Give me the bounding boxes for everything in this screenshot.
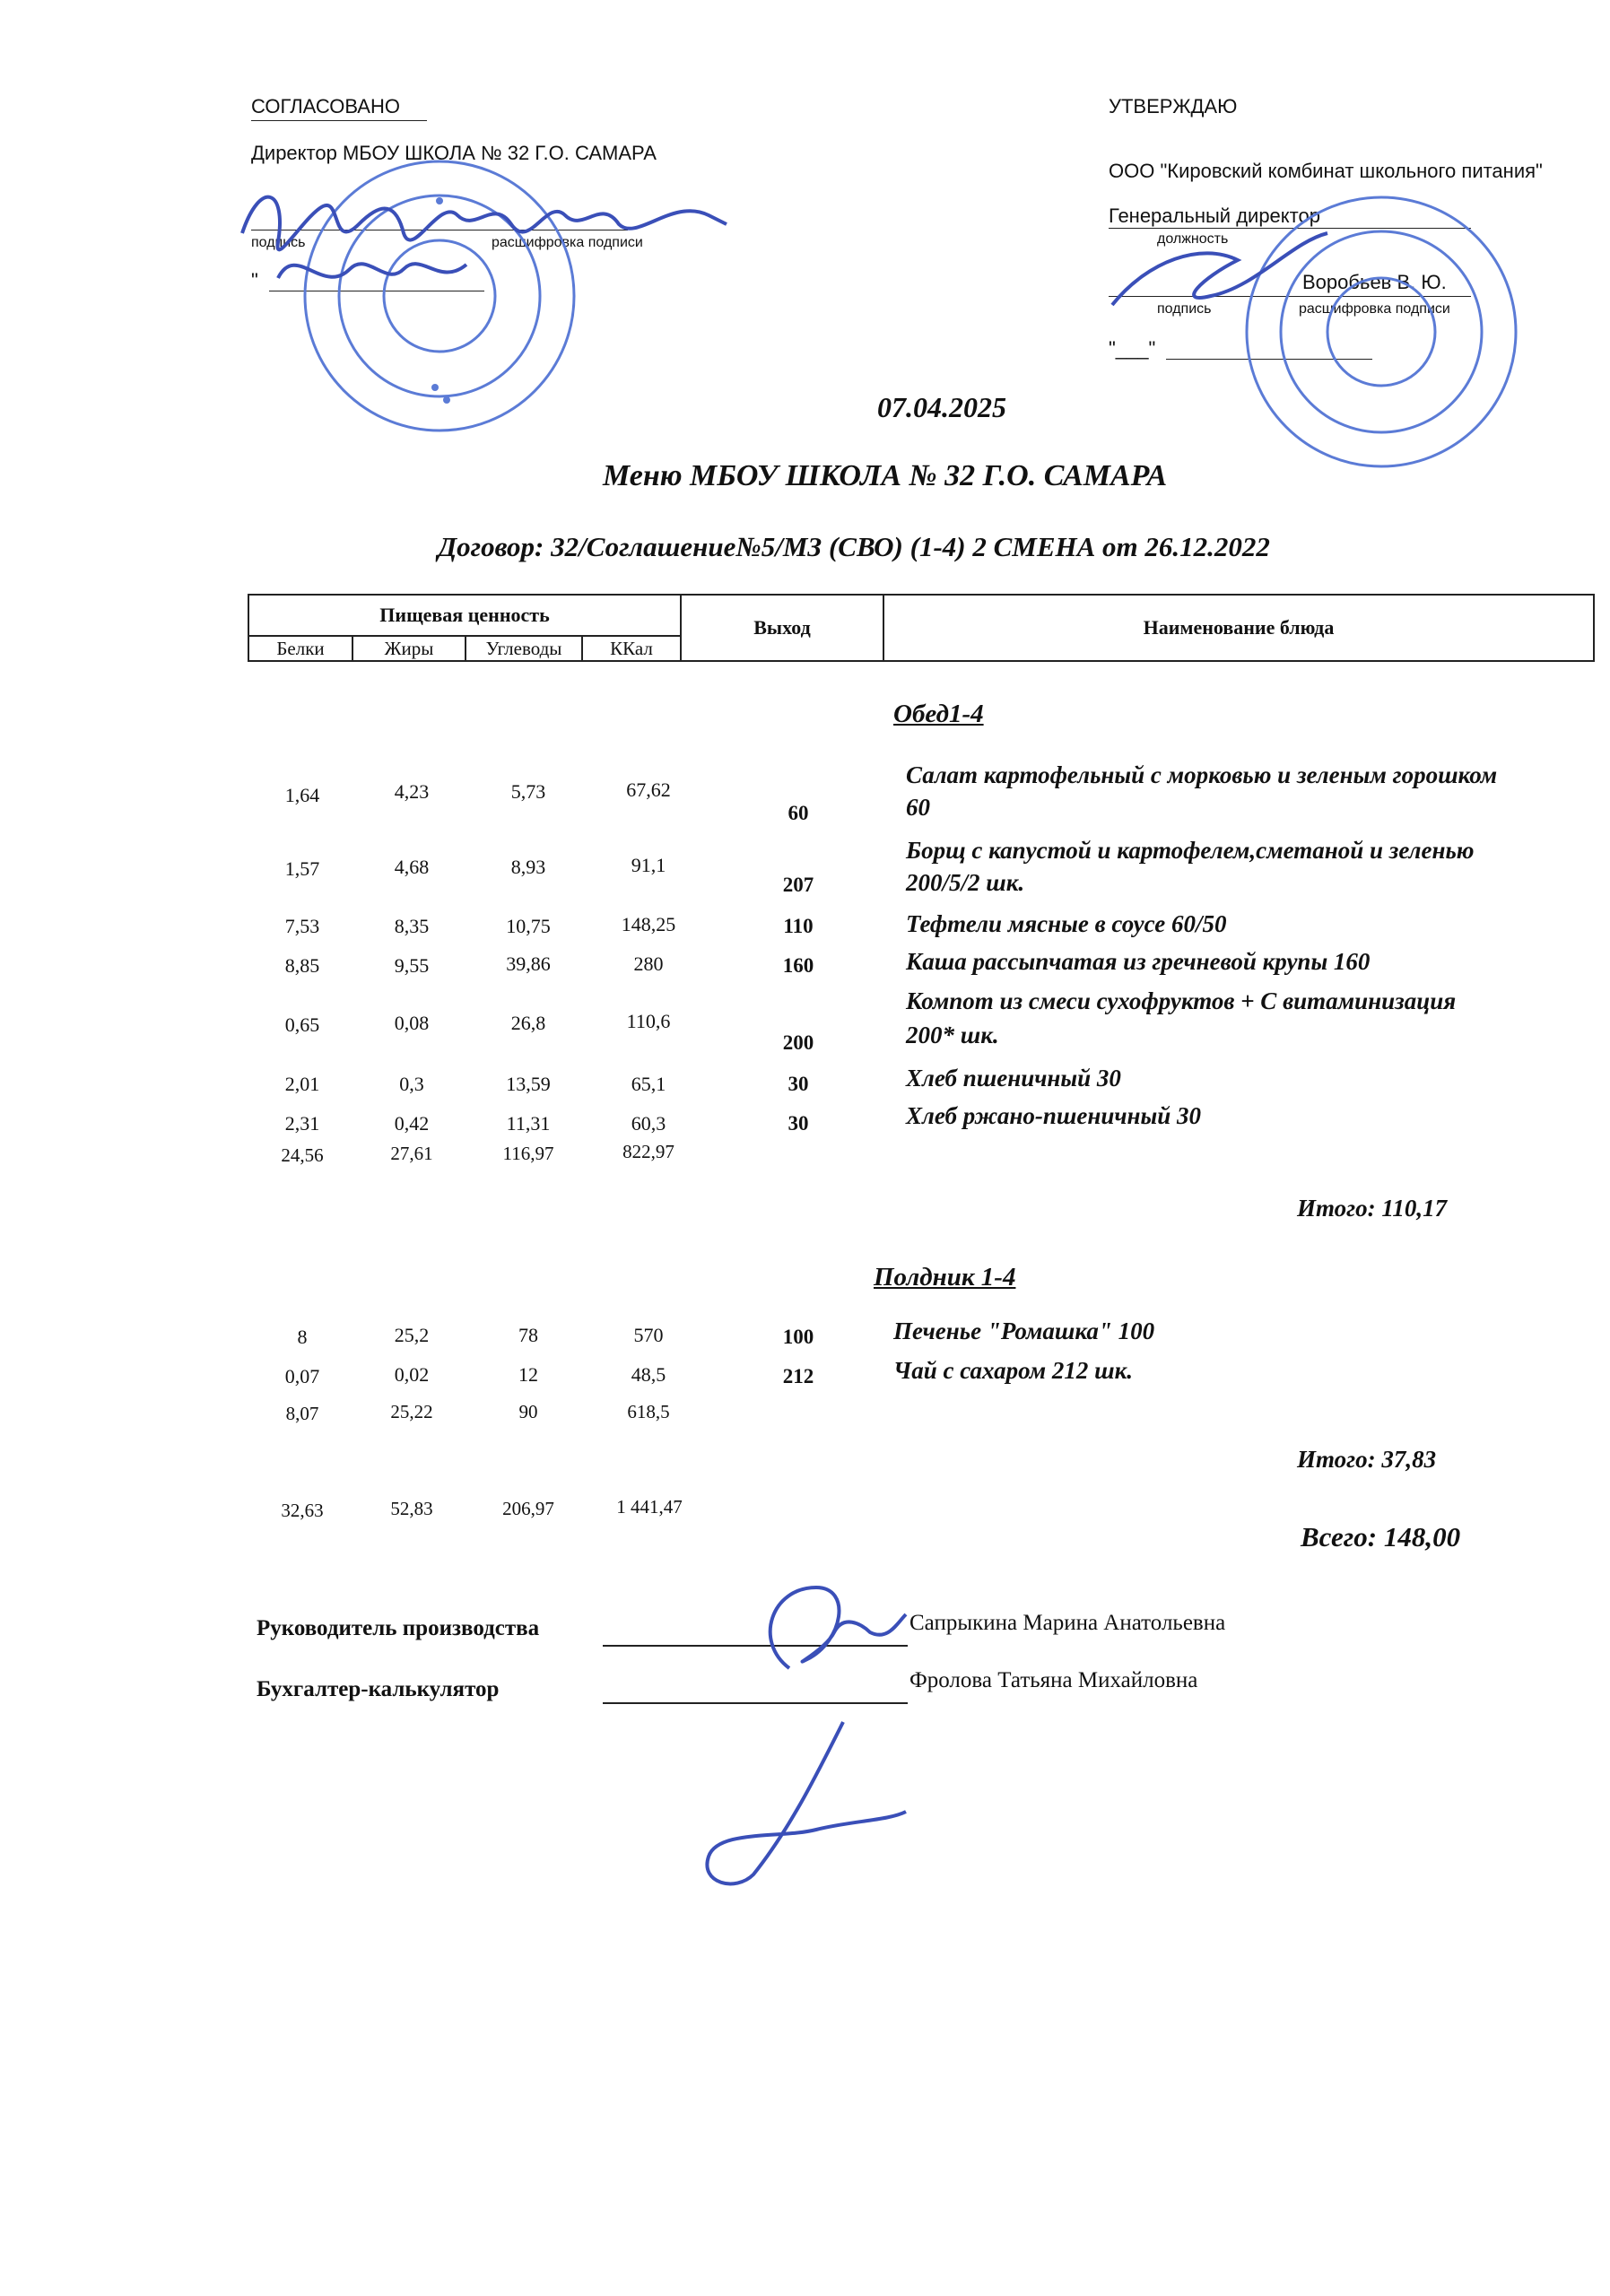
- dish-name-line2: 60: [906, 794, 930, 821]
- header-carbs: Углеводы: [466, 636, 582, 661]
- accountant-name: Фролова Татьяна Михайловна: [909, 1668, 1198, 1692]
- snack-total: [1297, 1446, 1436, 1474]
- proteins-value: 8,85: [284, 954, 320, 977]
- approved-decode-label: расшифровка подписи: [1299, 301, 1450, 317]
- carbs-grand: 206,97: [502, 1498, 554, 1519]
- proteins-value: 0,65: [284, 1013, 320, 1036]
- proteins-value: 2,31: [284, 1112, 320, 1135]
- carbs-value: 12: [518, 1363, 538, 1386]
- fats-value: 4,23: [394, 780, 430, 803]
- yield-value: 100: [782, 1326, 814, 1348]
- fats-value: 0,02: [394, 1363, 430, 1386]
- dish-name-line2: 200/5/2 шк.: [906, 869, 1025, 896]
- grand-total: [1301, 1521, 1460, 1553]
- head-of-production-label: Руководитель производства: [257, 1616, 540, 1640]
- approved-position: Генеральный директор: [1109, 204, 1320, 227]
- approved-sign-label: подпись: [1157, 301, 1212, 317]
- agreed-decode-label: расшифровка подписи: [492, 235, 643, 250]
- dish-name-line1: Салат картофельный с морковью и зеленым горошком: [906, 761, 1498, 788]
- kcal-value: 65,1: [631, 1073, 666, 1095]
- dish-name-line1: Каша рассыпчатая из гречневой крупы 160: [906, 948, 1371, 975]
- dish-name-line1: Компот из смеси сухофруктов + С витаминизация: [906, 987, 1457, 1014]
- agreed-date-quote: ": [251, 269, 258, 291]
- menu-date: 07.04.2025: [877, 391, 1006, 423]
- approved-heading: УТВЕРЖДАЮ: [1109, 95, 1238, 117]
- nutrition-header-table: [248, 594, 1595, 662]
- kcal-value: 110,6: [626, 1010, 671, 1032]
- yield-value: 207: [782, 874, 814, 896]
- header-dish-name: Наименование блюда: [883, 595, 1594, 661]
- yield-value: 30: [788, 1112, 809, 1135]
- approved-position-label: должность: [1157, 231, 1229, 247]
- carbs-value: 5,73: [510, 780, 546, 803]
- kcal-value: 48,5: [631, 1363, 666, 1386]
- kcal-value: 67,62: [626, 778, 671, 801]
- company-signature-icon: [1094, 206, 1363, 332]
- carbs-sum: 116,97: [502, 1143, 554, 1164]
- proteins-value: 0,07: [284, 1365, 320, 1387]
- carbs-value: 26,8: [510, 1012, 546, 1034]
- snack-total-value: 37,83: [1381, 1446, 1437, 1473]
- header-kcal: ККал: [582, 636, 681, 661]
- proteins-value: 1,64: [284, 784, 320, 806]
- yield-value: 212: [782, 1365, 814, 1387]
- yield-value: 60: [788, 802, 809, 824]
- kcal-value: 280: [633, 952, 664, 975]
- fats-value: 25,2: [394, 1324, 430, 1346]
- fats-grand: 52,83: [390, 1498, 433, 1519]
- carbs-value: 8,93: [510, 856, 546, 878]
- kcal-sum: 822,97: [622, 1141, 674, 1162]
- lunch-total-value: 110,17: [1381, 1195, 1448, 1222]
- head-signature-icon: [735, 1561, 915, 1704]
- proteins-grand: 32,63: [281, 1500, 324, 1521]
- approved-org: ООО "Кировский комбинат школьного питания": [1109, 160, 1543, 182]
- lunch-section-title: Обед1-4: [893, 700, 984, 728]
- header-proteins: Белки: [248, 636, 352, 661]
- carbs-value: 10,75: [506, 915, 551, 937]
- proteins-sum: 8,07: [285, 1403, 319, 1424]
- agreed-heading-underline: [251, 120, 427, 121]
- lunch-total-label: Итого:: [1297, 1195, 1376, 1222]
- fats-value: 8,35: [394, 915, 430, 937]
- dish-name-line2: 200* шк.: [906, 1022, 999, 1048]
- carbs-value: 13,59: [506, 1073, 551, 1095]
- carbs-sum: 90: [518, 1401, 538, 1422]
- header-fats: Жиры: [352, 636, 466, 661]
- yield-value: 30: [788, 1073, 809, 1095]
- proteins-sum: 24,56: [281, 1144, 324, 1166]
- dish-name-line1: Тефтели мясные в соусе 60/50: [906, 910, 1227, 937]
- agreed-sign-label: подпись: [251, 235, 306, 250]
- kcal-grand: 1 441,47: [616, 1496, 683, 1518]
- dish-name-line1: Хлеб ржано-пшеничный 30: [906, 1102, 1202, 1129]
- kcal-value: 570: [633, 1324, 664, 1346]
- snack-total-label: Итого:: [1297, 1446, 1376, 1473]
- agreed-heading: СОГЛАСОВАНО: [251, 95, 400, 117]
- head-of-production-name: Сапрыкина Марина Анатольевна: [909, 1611, 1226, 1635]
- page-title: Меню МБОУ ШКОЛА № 32 Г.О. САМАРА: [603, 459, 1168, 492]
- accountant-label: Бухгалтер-калькулятор: [257, 1677, 500, 1701]
- accountant-signature-icon: [682, 1704, 915, 1901]
- kcal-value: 148,25: [621, 913, 676, 935]
- contract-line: Договор: 32/Соглашение№5/МЗ (СВО) (1-4) 2 СМЕНА от 26.12.2022: [438, 531, 1270, 562]
- yield-value: 200: [782, 1031, 814, 1054]
- proteins-value: 1,57: [284, 857, 320, 880]
- fats-sum: 25,22: [390, 1401, 433, 1422]
- kcal-value: 91,1: [631, 854, 666, 876]
- fats-value: 0,42: [394, 1112, 430, 1135]
- kcal-value: 60,3: [631, 1112, 666, 1135]
- proteins-value: 2,01: [284, 1073, 320, 1095]
- lunch-total: [1297, 1195, 1447, 1222]
- kcal-sum: 618,5: [627, 1401, 670, 1422]
- yield-value: 110: [783, 915, 814, 937]
- grand-total-label: Всего:: [1301, 1521, 1378, 1552]
- fats-value: 0,3: [399, 1073, 424, 1095]
- carbs-value: 39,86: [506, 952, 551, 975]
- agreed-director-line: Директор МБОУ ШКОЛА № 32 Г.О. САМАРА: [251, 142, 657, 164]
- dish-name-line1: Печенье "Ромашка" 100: [893, 1318, 1155, 1344]
- fats-value: 4,68: [394, 856, 430, 878]
- carbs-value: 78: [518, 1324, 538, 1346]
- proteins-value: 8: [297, 1326, 308, 1348]
- header-yield: Выход: [681, 595, 883, 661]
- snack-section-title: Полдник 1-4: [874, 1263, 1016, 1292]
- director-signature-icon: [224, 161, 744, 314]
- grand-total-value: 148,00: [1383, 1521, 1461, 1552]
- approved-date-quote: "___": [1109, 337, 1156, 360]
- proteins-value: 7,53: [284, 915, 320, 937]
- dish-name-line1: Хлеб пшеничный 30: [906, 1065, 1121, 1091]
- approved-name: Воробьев В. Ю.: [1302, 271, 1447, 293]
- header-nutrition: Пищевая ценность: [248, 595, 681, 636]
- dish-name-line1: Борщ с капустой и картофелем,сметаной и зеленью: [906, 837, 1475, 864]
- fats-value: 9,55: [394, 954, 430, 977]
- fats-sum: 27,61: [390, 1143, 433, 1164]
- fats-value: 0,08: [394, 1012, 430, 1034]
- carbs-value: 11,31: [506, 1112, 551, 1135]
- yield-value: 160: [782, 954, 814, 977]
- dish-name-line1: Чай с сахаром 212 шк.: [893, 1357, 1134, 1384]
